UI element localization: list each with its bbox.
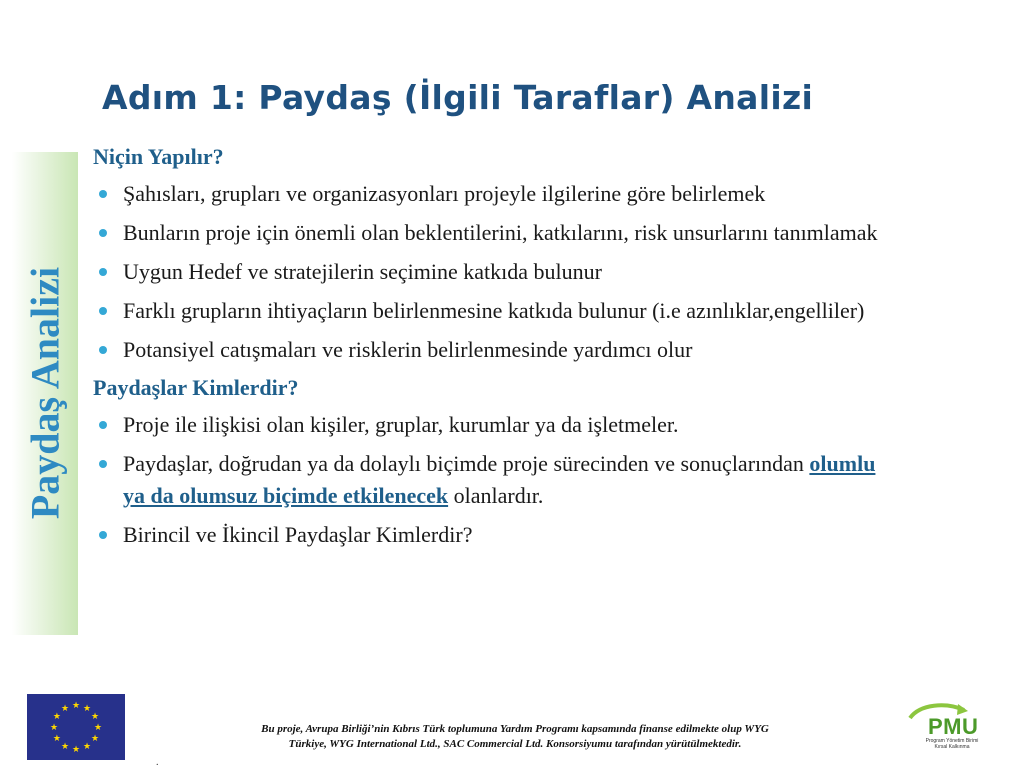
- eu-flag-logo: [27, 694, 125, 760]
- eu-star-icon: ★: [91, 711, 100, 721]
- eu-star-icon: ★: [91, 733, 100, 743]
- eu-star-icon: ★: [93, 722, 103, 732]
- pmu-subtitle-line-2: Kırsal Kalkınma: [934, 744, 970, 750]
- bullet-text: olanlardır.: [448, 483, 544, 508]
- bullet-item: Farklı grupların ihtiyaçların belirlenmesine katkıda bulunur (i.e azınlıklar,engelliler): [93, 295, 893, 327]
- footer-line-1: Bu proje, Avrupa Birliği’nin Kıbrıs Türk toplumuna Yardım Programı kapsamında finanse edilmekte olup WYG: [261, 723, 769, 735]
- side-label: Paydaş Analizi: [22, 266, 68, 520]
- bullet-item: Potansiyel catışmaları ve risklerin belirlenmesinde yardımcı olur: [93, 334, 893, 366]
- section-heading-why: Niçin Yapılır?: [93, 144, 224, 169]
- eu-star-icon: ★: [82, 702, 92, 713]
- bullet-item: Bunların proje için önemli olan beklentilerini, katkılarını, risk unsurlarını tanımlamak: [93, 217, 893, 249]
- section-heading-who: Paydaşlar Kimlerdir?: [93, 375, 299, 400]
- bullet-item: Proje ile ilişkisi olan kişiler, gruplar, kurumlar ya da işletmeler.: [93, 409, 893, 441]
- footer-dot: .: [156, 757, 159, 768]
- footer-line-2: Türkiye, WYG International Ltd., SAC Commercial Ltd. Konsorsiyumu tarafından yürütülmektedir.: [288, 738, 742, 750]
- slide-content: [93, 142, 893, 558]
- pmu-logo: [906, 700, 982, 760]
- eu-star-icon: ★: [60, 702, 70, 713]
- bullet-item: Şahısları, grupları ve organizasyonları projeyle ilgilerine göre belirlemek: [93, 178, 893, 210]
- slide-title: Adım 1: Paydaş (İlgili Taraflar) Analizi: [102, 78, 814, 117]
- eu-star-icon: ★: [71, 700, 81, 710]
- pmu-subtitle: [922, 738, 982, 750]
- pmu-subtitle-line-1: Program Yönetim Birimi: [925, 738, 979, 744]
- pmu-text: PMU: [928, 714, 979, 739]
- eu-star-icon: ★: [71, 744, 81, 754]
- eu-star-icon: ★: [49, 722, 59, 732]
- eu-stars-icon: [27, 694, 125, 760]
- bullet-item: [93, 448, 893, 512]
- eu-star-icon: ★: [60, 741, 70, 752]
- bullet-item: Uygun Hedef ve stratejilerin seçimine katkıda bulunur: [93, 256, 893, 288]
- footer-text: [160, 722, 870, 752]
- eu-star-icon: ★: [52, 711, 61, 721]
- bullet-text: Paydaşlar, doğrudan ya da dolaylı biçimde proje sürecinden ve sonuçlarından: [123, 451, 810, 476]
- bullet-item: Birincil ve İkincil Paydaşlar Kimlerdir?: [93, 519, 893, 551]
- eu-star-icon: ★: [82, 741, 92, 752]
- eu-star-icon: ★: [52, 733, 61, 743]
- effect-link[interactable]: olumlu ya da olumsuz biçimde etkilenecek: [123, 451, 876, 508]
